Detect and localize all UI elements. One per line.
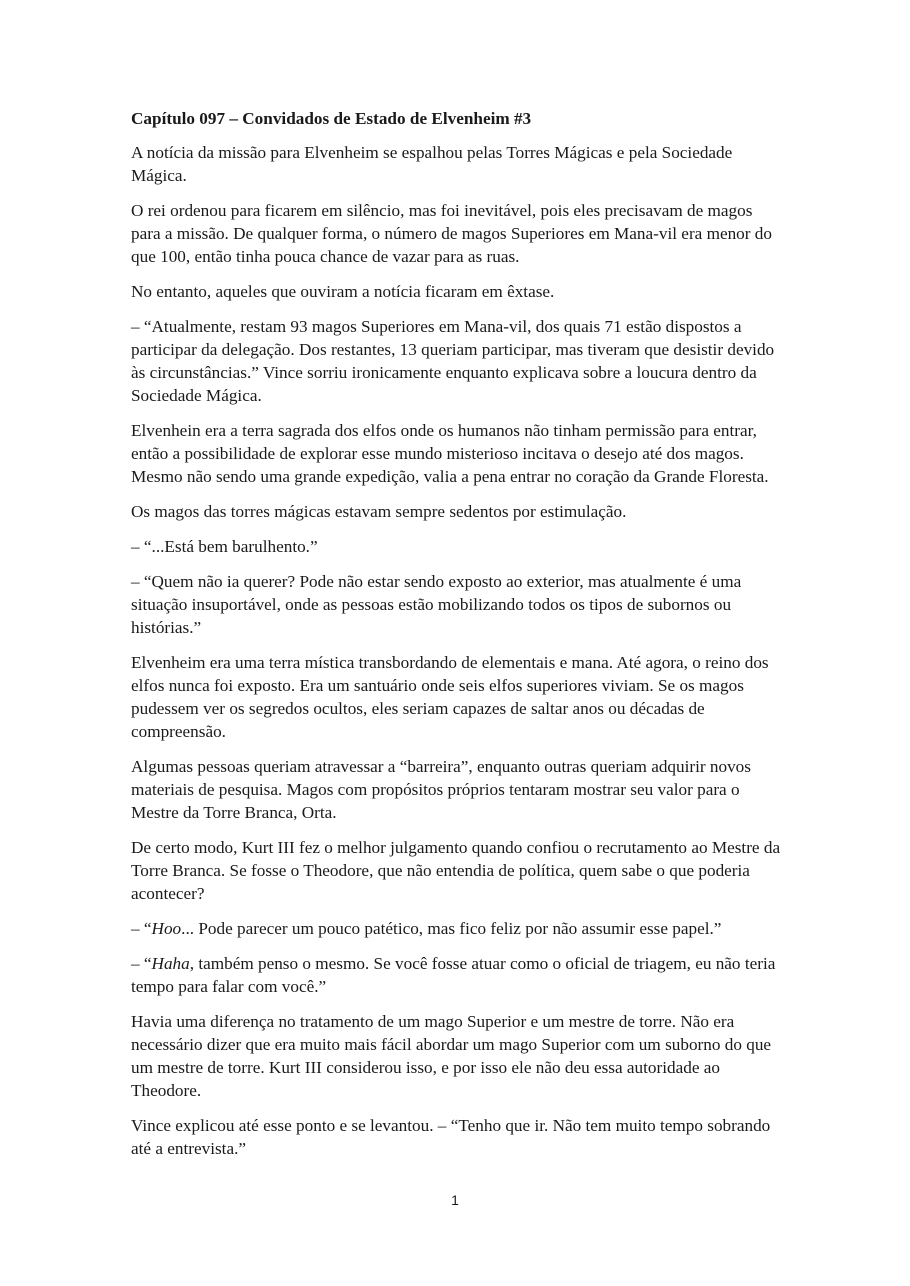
paragraph: O rei ordenou para ficarem em silêncio, mas foi inevitável, pois eles precisavam de magos para a missão. De qualquer forma, o número de magos Superiores em Mana-vil era menor do que 100, então tinha pouca chance de vazar para as ruas. bbox=[131, 201, 772, 266]
paragraph: Algumas pessoas queriam atravessar a “barreira”, enquanto outras queriam adquirir novos materiais de pesquisa. Magos com propósitos próprios tentaram mostrar seu valor para o Mestre da Torre Branca, Orta. bbox=[131, 757, 751, 822]
page-number: 1 bbox=[451, 1192, 459, 1208]
paragraph: Havia uma diferença no tratamento de um mago Superior e um mestre de torre. Não era necessário dizer que era muito mais fácil abordar um mago Superior com um suborno do que um mestre de torre. Kurt III considerou isso, e por isso ele não deu essa autoridade ao Theodore. bbox=[131, 1012, 772, 1100]
paragraph: Elvenheim era uma terra mística transbordando de elementais e mana. Até agora, o reino dos elfos nunca foi exposto. Era um santuário onde seis elfos superiores viviam. Se os magos pudessem ver os segredos ocultos, eles seriam capazes de saltar anos ou décadas de compreensão. bbox=[131, 653, 769, 741]
dialogue-text: ... Pode parecer um pouco patético, mas fico feliz por não assumir esse papel.” bbox=[181, 919, 722, 938]
dialogue-prefix: – “ bbox=[131, 954, 152, 973]
chapter-title: Capítulo 097 – Convidados de Estado de Elvenheim #3 bbox=[131, 109, 532, 128]
paragraph: – “...Está bem barulhento.” bbox=[131, 537, 318, 556]
paragraph: – “Atualmente, restam 93 magos Superiores em Mana-vil, dos quais 71 estão dispostos a participar da delegação. Dos restantes, 13 queriam participar, mas tiveram que desistir devido às circunstâncias.” Vince sorriu ironicamente enquanto explicava sobre a loucura dentro da Sociedade Mágica. bbox=[131, 317, 775, 405]
dialogue-hoo bbox=[131, 917, 781, 940]
italic-interjection: Haha bbox=[151, 954, 190, 973]
dialogue-haha bbox=[131, 952, 781, 998]
paragraph: Os magos das torres mágicas estavam sempre sedentos por estimulação. bbox=[131, 502, 627, 521]
italic-interjection: Hoo bbox=[151, 919, 182, 938]
paragraph: – “Quem não ia querer? Pode não estar sendo exposto ao exterior, mas atualmente é uma situação insuportável, onde as pessoas estão mobilizando todos os tipos de subornos ou histórias.” bbox=[131, 572, 742, 637]
paragraph: No entanto, aqueles que ouviram a notícia ficaram em êxtase. bbox=[131, 282, 555, 301]
dialogue-prefix: – “ bbox=[131, 919, 152, 938]
paragraph: Vince explicou até esse ponto e se levantou. – “Tenho que ir. Não tem muito tempo sobrando até a entrevista.” bbox=[131, 1116, 771, 1158]
paragraph: A notícia da missão para Elvenheim se espalhou pelas Torres Mágicas e pela Sociedade Mágica. bbox=[131, 143, 733, 185]
paragraph: De certo modo, Kurt III fez o melhor julgamento quando confiou o recrutamento ao Mestre da Torre Branca. Se fosse o Theodore, que não entendia de política, quem sabe o que poderia acontecer? bbox=[131, 838, 781, 903]
dialogue-text: , também penso o mesmo. Se você fosse atuar como o oficial de triagem, eu não teria tempo para falar com você.” bbox=[131, 954, 776, 996]
document-body bbox=[131, 107, 781, 1172]
paragraph: Elvenhein era a terra sagrada dos elfos onde os humanos não tinham permissão para entrar, então a possibilidade de explorar esse mundo misterioso incitava o desejo até dos magos. Mesmo não sendo uma grande expedição, valia a pena entrar no coração da Grande Floresta. bbox=[131, 421, 769, 486]
